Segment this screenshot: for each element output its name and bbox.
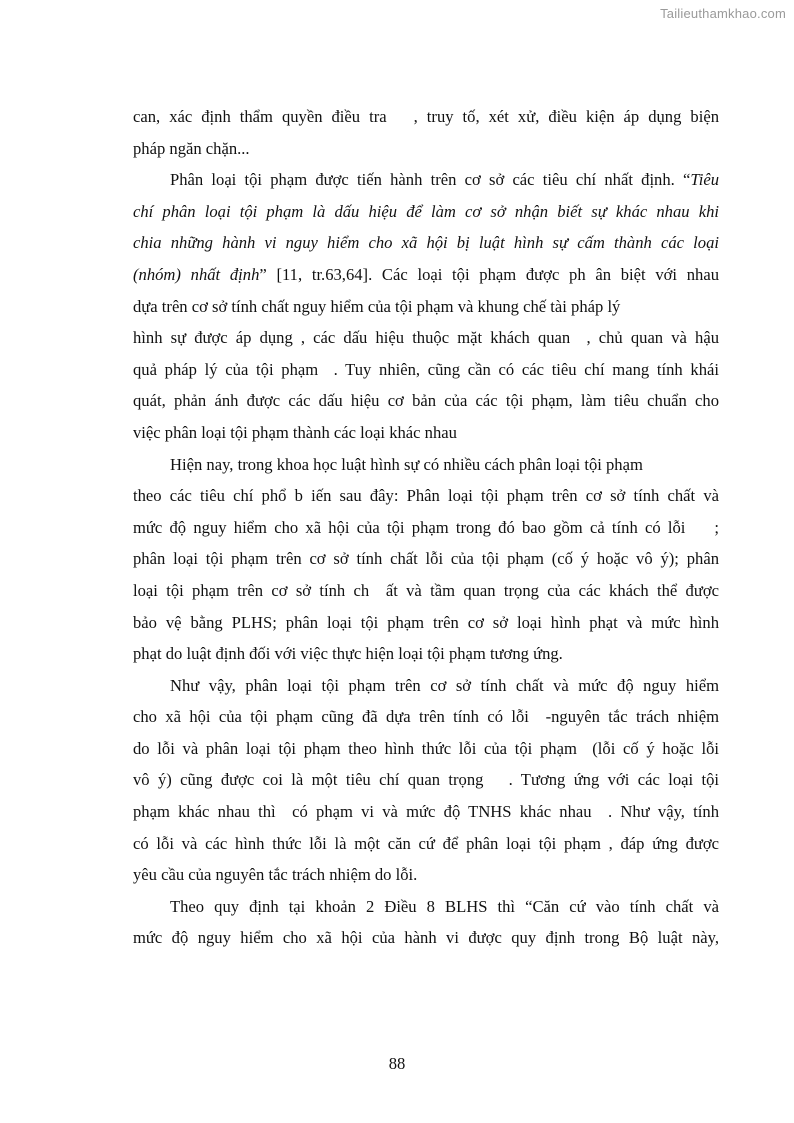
text-run: ” [11, tr.63,64]. Các loại tội phạm được ph ân biệt với nhau	[259, 264, 719, 284]
text-run: yêu cầu của nguyên tắc trách nhiệm do lỗi.	[133, 865, 418, 885]
text-line	[133, 164, 719, 196]
text-line	[133, 859, 719, 891]
text-line	[133, 828, 719, 860]
text-line	[133, 638, 719, 670]
text-run: Theo quy định tại khoản 2 Điều 8 BLHS thì “Căn cứ vào tính chất và	[170, 896, 719, 916]
text-line	[133, 385, 719, 417]
text-run: mức độ nguy hiểm cho xã hội của tội phạm trong đó bao gồm cả tính có lỗi ;	[133, 517, 719, 537]
document-body	[133, 101, 719, 954]
text-line	[133, 670, 719, 702]
text-line	[133, 512, 719, 544]
text-line	[133, 764, 719, 796]
text-run: phạm khác nhau thì có phạm vi và mức độ TNHS khác nhau . Như vậy, tính	[133, 802, 719, 822]
text-run: quát, phản ánh được các dấu hiệu cơ bản của các tội phạm, làm tiêu chuẩn cho	[133, 391, 719, 411]
page-number: 88	[388, 1054, 406, 1073]
italic-text-run: Tiêu	[690, 170, 719, 190]
text-run: do lỗi và phân loại tội phạm theo hình thức lỗi của tội phạm (lỗi cố ý hoặc lỗi	[133, 738, 719, 758]
text-line	[133, 291, 719, 323]
text-run: có lỗi và các hình thức lỗi là một căn cứ để phân loại tội phạm , đáp ứng được	[133, 833, 719, 853]
text-line	[133, 891, 719, 923]
text-run: hình sự được áp dụng , các dấu hiệu thuộc mặt khách quan , chủ quan và hậu	[133, 328, 719, 348]
text-run: Hiện nay, trong khoa học luật hình sự có nhiều cách phân loại tội phạm	[170, 454, 643, 474]
text-run: vô ý) cũng được coi là một tiêu chí quan trọng . Tương ứng với các loại tội	[133, 770, 719, 790]
italic-text-run: (nhóm) nhất định	[133, 264, 260, 284]
text-line	[133, 449, 719, 481]
text-line	[133, 922, 719, 954]
text-line	[133, 796, 719, 828]
text-line	[133, 227, 719, 259]
watermark-text: Tailieuthamkhao.com	[660, 6, 786, 21]
text-run: mức độ nguy hiểm cho xã hội của hành vi được quy định trong Bộ luật này,	[133, 928, 719, 948]
text-line	[133, 733, 719, 765]
text-line	[133, 607, 719, 639]
text-run: bảo vệ bằng PLHS; phân loại tội phạm trên cơ sở loại hình phạt và mức hình	[133, 612, 719, 632]
text-run: theo các tiêu chí phổ b iến sau đây: Phân loại tội phạm trên cơ sở tính chất và	[133, 486, 719, 506]
text-line	[133, 480, 719, 512]
text-run: pháp ngăn chặn...	[133, 138, 250, 158]
text-line	[133, 417, 719, 449]
text-run: can, xác định thẩm quyền điều tra , truy tố, xét xử, điều kiện áp dụng biện	[133, 107, 719, 126]
text-line	[133, 575, 719, 607]
text-line	[133, 322, 719, 354]
text-run: Phân loại tội phạm được tiến hành trên cơ sở các tiêu chí nhất định. “	[170, 170, 691, 190]
italic-text-run: chia những hành vi nguy hiểm cho xã hội bị luật hình sự cấm thành các loại	[133, 233, 719, 253]
text-line	[133, 701, 719, 733]
text-run: cho xã hội của tội phạm cũng đã dựa trên tính có lỗi -nguyên tắc trách nhiệm	[133, 707, 719, 727]
text-line	[133, 196, 719, 228]
text-line	[133, 543, 719, 575]
text-line	[133, 354, 719, 386]
text-run: phạt do luật định đối với việc thực hiện loại tội phạm tương ứng.	[133, 644, 563, 664]
text-run: việc phân loại tội phạm thành các loại khác nhau	[133, 422, 457, 442]
text-line	[133, 133, 719, 165]
text-run: phân loại tội phạm trên cơ sở tính chất lỗi của tội phạm (cố ý hoặc vô ý); phân	[133, 549, 719, 569]
text-run: dựa trên cơ sở tính chất nguy hiểm của tội phạm và khung chế tài pháp lý	[133, 296, 621, 316]
text-line	[133, 259, 719, 291]
text-run: loại tội phạm trên cơ sở tính ch ất và tầm quan trọng của các khách thể được	[133, 580, 719, 600]
text-run: quả pháp lý của tội phạm . Tuy nhiên, cũng cần có các tiêu chí mang tính khái	[133, 359, 719, 379]
text-line	[133, 101, 719, 133]
italic-text-run: chí phân loại tội phạm là dấu hiệu để làm cơ sở nhận biết sự khác nhau khi	[133, 201, 719, 221]
text-run: Như vậy, phân loại tội phạm trên cơ sở tính chất và mức độ nguy hiểm	[170, 675, 719, 695]
